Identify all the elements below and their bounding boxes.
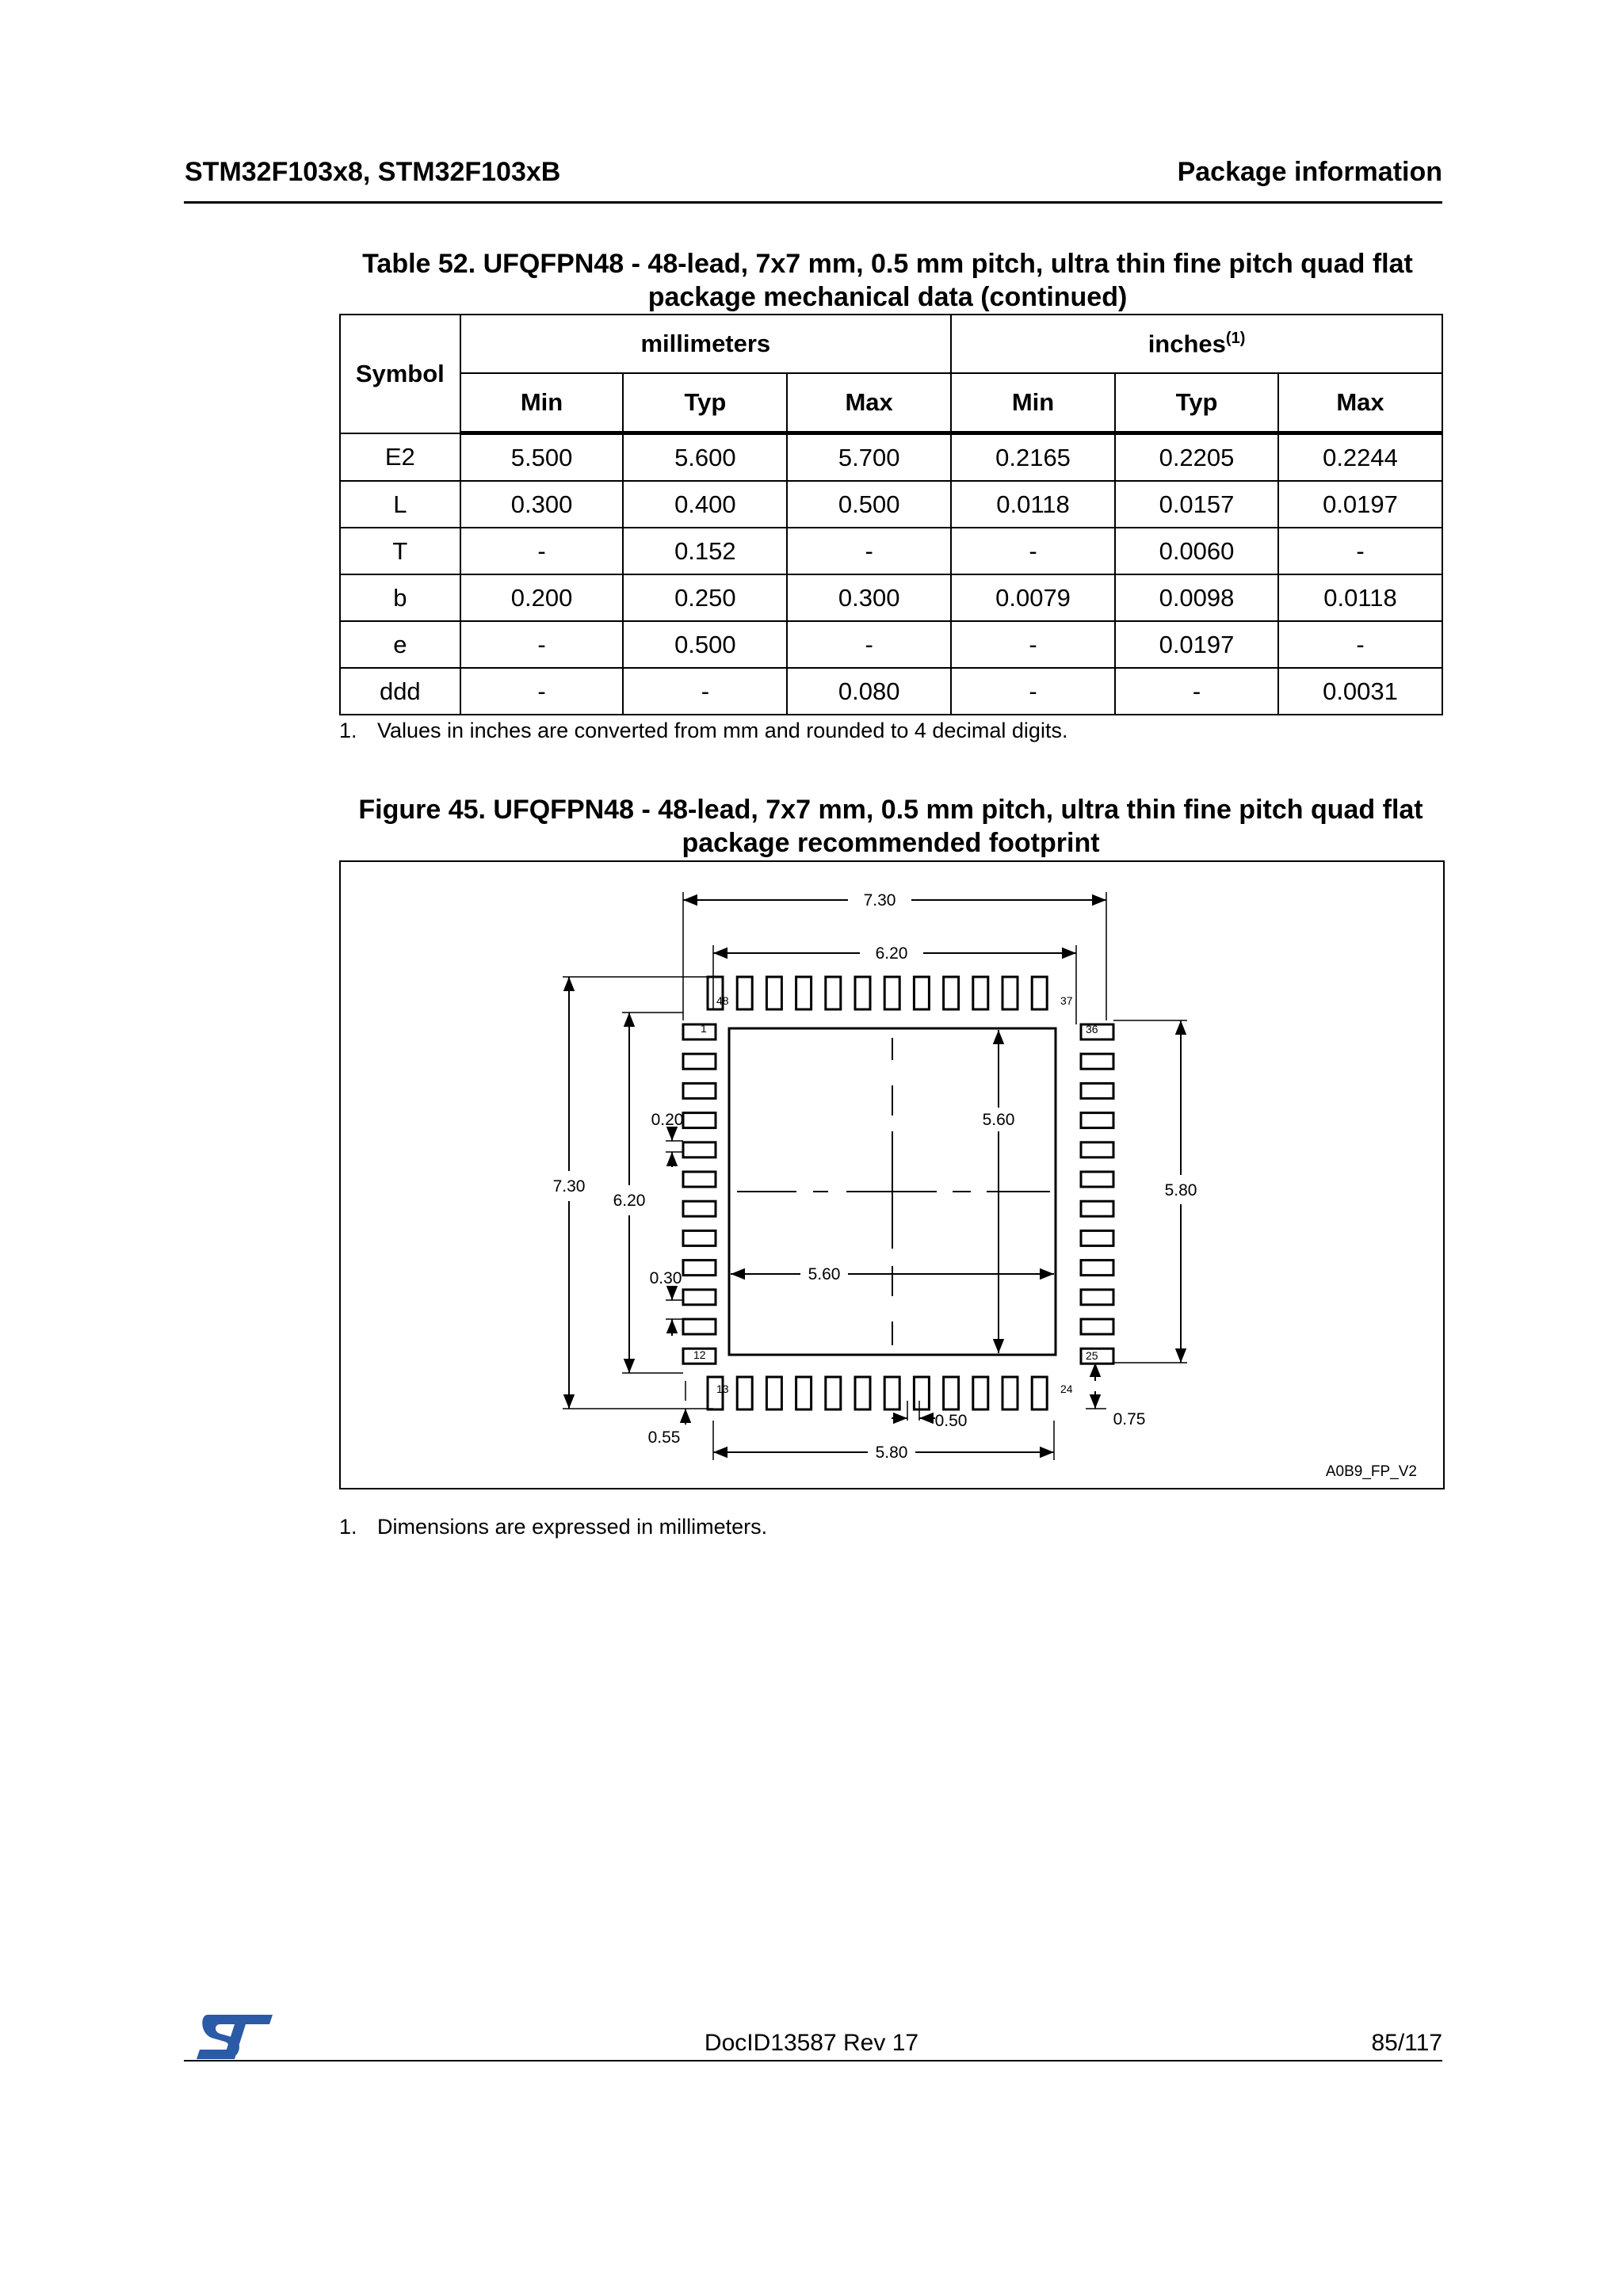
symbol-header: Symbol [340,315,460,433]
pads [683,977,1113,1409]
footprint-pad [884,1377,899,1409]
footprint-pad [1081,1113,1113,1128]
footprint-pad [683,1319,716,1334]
inches-header-label: inches [1148,330,1226,358]
table-footnote [339,719,1067,743]
cell: 0.0118 [1278,574,1442,621]
footprint-pad [683,1083,716,1098]
cell: 0.2205 [1115,433,1278,482]
dim-pad-width: 0.20 [651,1111,684,1129]
footprint-drawing [341,862,1443,1488]
dim-gap-bottom-left: 0.55 [647,1428,681,1447]
footprint-pad [1081,1261,1113,1276]
footprint-pad [766,977,781,1009]
footprint-pad [683,1201,716,1216]
col-header: Max [787,373,951,433]
cell: - [951,528,1115,574]
dim-bottom: 5.80 [875,1444,908,1462]
footnote-text: Values in inches are converted from mm and rounded to 4 decimal digits. [377,719,1068,742]
footprint-pad [1032,977,1047,1009]
footprint-pad [1032,1377,1047,1409]
dim-left-outer: 7.30 [552,1177,586,1196]
cell: - [1115,668,1278,715]
footprint-pad [884,977,899,1009]
table-row [340,481,1442,528]
dim-top-inner: 6.20 [875,944,908,963]
table-row [340,668,1442,715]
footprint-pad [683,1290,716,1305]
inches-footnote-ref: (1) [1225,329,1246,347]
cell: 0.080 [787,668,951,715]
footprint-pad [1081,1172,1113,1187]
cell: L [340,481,460,528]
figure-caption [333,793,1449,860]
footprint-pad [914,977,929,1009]
cell: - [460,621,624,668]
col-header: Min [951,373,1115,433]
footprint-pad [914,1377,929,1409]
footprint-pad [796,1377,812,1409]
footprint-pad [973,977,988,1009]
footprint-pad [1081,1054,1113,1069]
dim-pad-length: 0.30 [649,1269,682,1287]
footprint-pad [973,1377,988,1409]
footprint-pad [796,977,812,1009]
footprint-pad [737,977,752,1009]
table-caption-line2: package mechanical data (continued) [647,282,1128,312]
header-doc-title: STM32F103x8, STM32F103xB [185,157,561,187]
pin-label-25: 25 [1086,1349,1098,1362]
footprint-pad [683,1024,716,1039]
cell: 0.500 [787,481,951,528]
cell: - [1278,621,1442,668]
table-row [340,574,1442,621]
footer-docid: DocID13587 Rev 17 [704,2030,919,2056]
cell: 0.300 [787,574,951,621]
pin-label-13: 13 [716,1383,729,1395]
cell: - [460,528,624,574]
cell: - [1278,528,1442,574]
footer-rule [184,2060,1442,2061]
footprint-pad [1002,977,1018,1009]
cell: b [340,574,460,621]
footprint-pad [737,1377,752,1409]
footprint-pad [826,977,841,1009]
cell: 0.0197 [1278,481,1442,528]
footprint-pad [683,1113,716,1128]
footprint-pad [826,1377,841,1409]
footprint-pad [1002,1377,1018,1409]
cell: 0.0197 [1115,621,1278,668]
col-header: Max [1278,373,1442,433]
footprint-pad [944,977,959,1009]
table-caption-line1: Table 52. UFQFPN48 - 48-lead, 7x7 mm, 0.5 mm pitch, ultra thin fine pitch quad flat [362,249,1413,279]
footprint-pad [1081,1319,1113,1334]
cell: 0.200 [460,574,624,621]
pin-label-12: 12 [693,1348,706,1361]
footprint-pad [1081,1290,1113,1305]
cell: 0.0118 [951,481,1115,528]
footprint-pad [1081,1142,1113,1158]
cell: - [787,528,951,574]
cell: 0.2244 [1278,433,1442,482]
footprint-pad [855,1377,870,1409]
cell: - [951,621,1115,668]
cell: 0.400 [623,481,787,528]
extension-lines [563,892,1187,1460]
table-caption [333,247,1442,314]
footer-page-number: 85/117 [1371,2030,1442,2056]
table-row [340,433,1442,482]
cell: 5.700 [787,433,951,482]
col-header: Min [460,373,624,433]
footprint-pad [1081,1230,1113,1245]
col-header: Typ [623,373,787,433]
cell: - [460,668,624,715]
cell: 5.500 [460,433,624,482]
dim-center-horizontal: 5.60 [808,1265,841,1283]
cell: 0.250 [623,574,787,621]
footnote-number: 1. [339,1515,357,1539]
footnote-number: 1. [339,719,357,742]
cell: 0.0098 [1115,574,1278,621]
figure-footnote [339,1515,767,1539]
figure-ref-code: A0B9_FP_V2 [1325,1463,1417,1480]
table-row [340,621,1442,668]
col-header: Typ [1115,373,1278,433]
pin-label-37: 37 [1060,994,1073,1007]
footprint-pad [683,1172,716,1187]
dim-top-outer: 7.30 [863,891,896,910]
cell: e [340,621,460,668]
cell: E2 [340,433,460,482]
cell: - [951,668,1115,715]
footprint-pad [944,1377,959,1409]
millimeters-header: millimeters [460,315,951,373]
cell: 0.300 [460,481,624,528]
figure-caption-line1: Figure 45. UFQFPN48 - 48-lead, 7x7 mm, 0.5 mm pitch, ultra thin fine pitch quad flat [358,795,1423,825]
footprint-pad [683,1261,716,1276]
cell: 0.0157 [1115,481,1278,528]
dimension-lines [569,900,1181,1452]
cell: 0.152 [623,528,787,574]
cell: 0.2165 [951,433,1115,482]
footprint-pad [766,1377,781,1409]
dim-center-vertical: 5.60 [982,1111,1015,1129]
pin-label-1: 1 [701,1022,707,1035]
cell: - [623,668,787,715]
center-lines [737,1038,1050,1345]
dim-left-inner: 6.20 [613,1192,646,1210]
pin-label-36: 36 [1086,1023,1098,1035]
pin-label-48: 48 [716,994,729,1007]
footprint-pad [855,977,870,1009]
figure-caption-line2: package recommended footprint [682,828,1100,858]
cell: 0.0031 [1278,668,1442,715]
dim-right: 5.80 [1164,1181,1197,1199]
footprint-figure [339,860,1445,1489]
mechanical-data-table [339,314,1443,715]
footnote-text: Dimensions are expressed in millimeters. [377,1515,768,1539]
footprint-pad [683,1142,716,1158]
header-section-title: Package information [1177,157,1442,187]
cell: 0.500 [623,621,787,668]
cell: 5.600 [623,433,787,482]
dim-pitch: 0.50 [934,1412,968,1430]
footprint-pad [683,1054,716,1069]
cell: ddd [340,668,460,715]
cell: - [787,621,951,668]
pin-label-24: 24 [1060,1383,1073,1395]
inches-header [951,315,1442,373]
footprint-pad [1081,1201,1113,1216]
cell: T [340,528,460,574]
cell: 0.0060 [1115,528,1278,574]
header-rule [184,201,1442,204]
footprint-pad [1081,1083,1113,1098]
table-row [340,528,1442,574]
cell: 0.0079 [951,574,1115,621]
dim-gap-bottom-right: 0.75 [1113,1410,1146,1428]
footprint-pad [683,1230,716,1245]
